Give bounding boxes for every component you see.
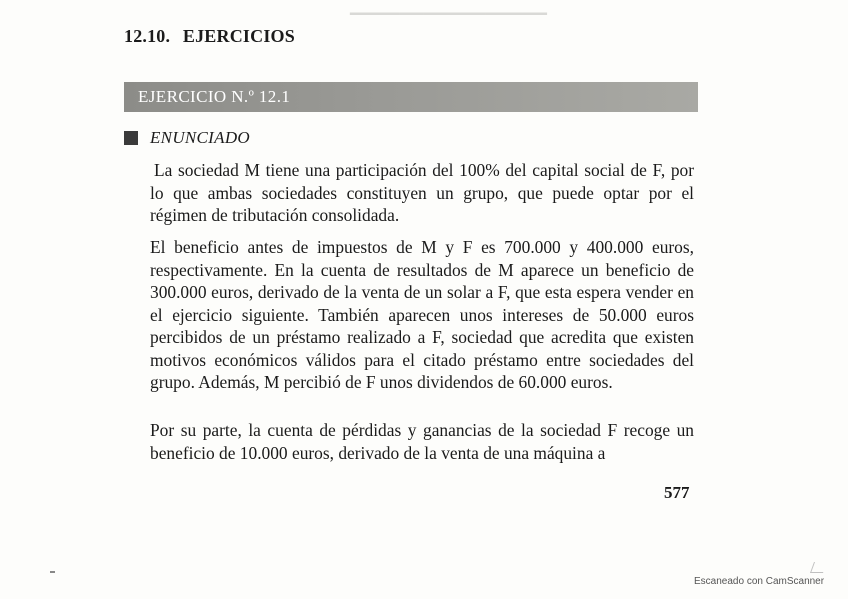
scan-mark: [50, 571, 55, 573]
section-number: 12.10.: [124, 26, 171, 46]
section-title: EJERCICIOS: [182, 26, 295, 46]
subsection-heading: [124, 127, 250, 149]
exercise-banner: [124, 82, 698, 112]
paragraph-1: La sociedad M tiene una participación del 100% del capital social de F, por lo que ambas sociedades constituyen un grupo, que puede optar por el régimen de tributación consolidada.: [150, 160, 694, 225]
camscanner-logo-icon: [810, 562, 827, 573]
page-number: 577: [664, 483, 690, 502]
exercise-title: EJERCICIO N.º 12.1: [138, 87, 291, 106]
section-heading: [124, 26, 295, 47]
paragraph-2: El beneficio antes de impuestos de M y F es 700.000 y 400.000 euros, respectivamente. En la cuenta de resultados de M aparece un beneficio de 300.000 euros, derivado de la venta de un solar a F, que esta espera vender en el ejercicio siguiente. También aparecen unos intereses de 50.000 euros percibidos de un préstamo realizado a F, sociedad que acredita que existen motivos económicos válidos para el citado préstamo entre sociedades del grupo. Además, M percibió de F unos dividendos de 60.000 euros.: [150, 237, 694, 392]
subsection-title: ENUNCIADO: [150, 128, 250, 147]
scanner-watermark: Escaneado con CamScanner: [694, 576, 825, 587]
paragraph-3: Por su parte, la cuenta de pérdidas y ganancias de la sociedad F recoge un beneficio de 10.000 euros, derivado de la venta de una máquina a: [150, 420, 694, 463]
bleed-through-text: ▁▁▁▁▁▁▁▁▁▁▁▁▁▁▁▁: [350, 0, 547, 15]
square-bullet-icon: [124, 131, 138, 145]
